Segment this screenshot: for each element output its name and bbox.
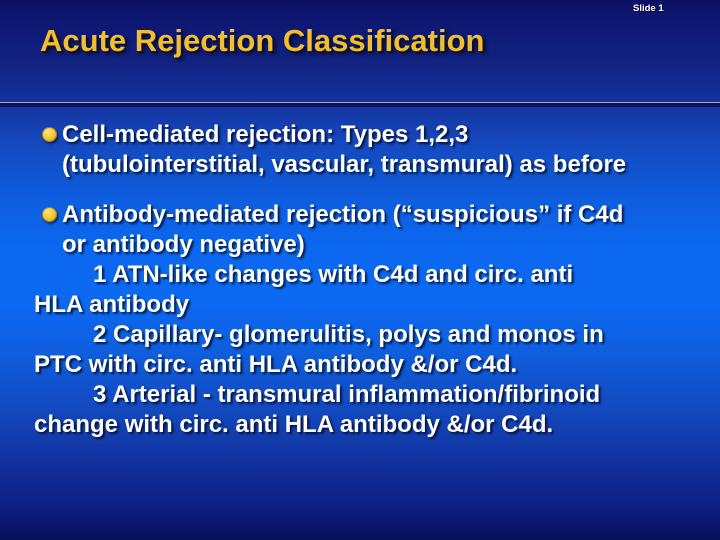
wrapped-sub-line [34,350,712,380]
slide-body [34,120,712,440]
line-text: change with circ. anti HLA antibody &/or C4d. [34,411,554,438]
line-text: 2 Capillary- glomerulitis, polys and monos in [93,321,604,348]
numbered-sub-line [34,260,712,290]
bullet-item-line [34,120,712,150]
line-text: 3 Arterial - transmural inflammation/fibrinoid [93,381,601,408]
line-text: Cell-mediated rejection: Types 1,2,3 [62,121,469,148]
line-text: PTC with circ. anti HLA antibody &/or C4d. [34,351,518,378]
bullet-item-line [34,200,712,230]
bullet-icon [42,207,57,222]
bullet-icon [42,127,57,142]
line-text: HLA antibody [34,291,190,318]
line-text: (tubulointerstitial, vascular, transmural) as before [62,151,627,178]
wrapped-sub-line [34,290,712,320]
title-divider [0,102,720,107]
wrapped-sub-line [34,410,712,440]
slide-number-label: Slide 1 [633,3,664,14]
line-text: 1 ATN-like changes with C4d and circ. anti [93,261,574,288]
bullet-item-line [34,230,712,260]
numbered-sub-line [34,320,712,350]
slide-title: Acute Rejection Classification [40,23,485,58]
numbered-sub-line [34,380,712,410]
line-text: or antibody negative) [62,231,305,258]
line-text: Antibody-mediated rejection (“suspicious” if C4d [62,201,624,228]
bullet-item-line [34,150,712,180]
